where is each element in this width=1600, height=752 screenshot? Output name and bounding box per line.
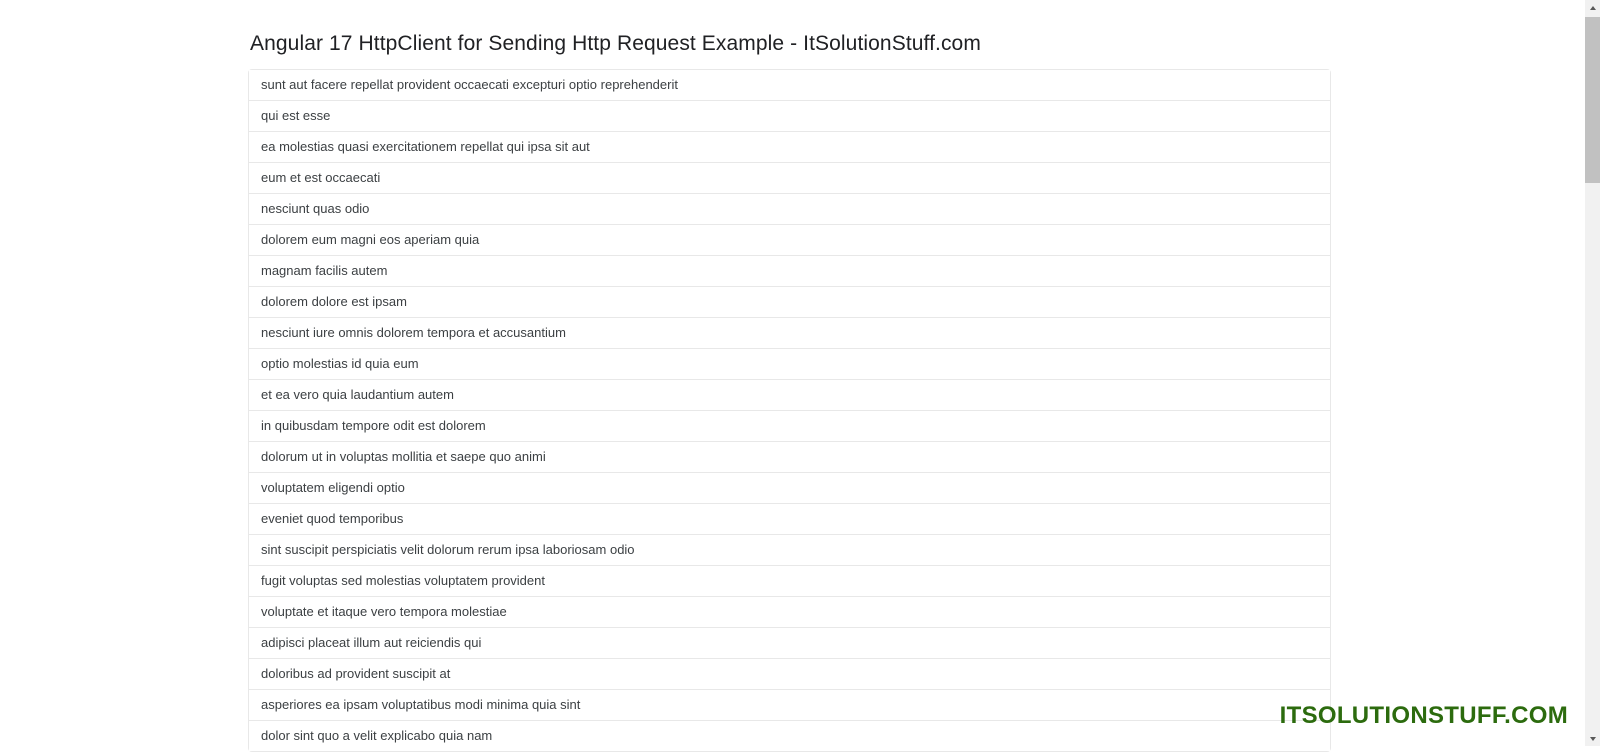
list-item: voluptatem eligendi optio bbox=[249, 472, 1330, 503]
list-item: qui est esse bbox=[249, 100, 1330, 131]
list-item: nesciunt quas odio bbox=[249, 193, 1330, 224]
scroll-down-button[interactable] bbox=[1585, 731, 1600, 746]
list-item: in quibusdam tempore odit est dolorem bbox=[249, 410, 1330, 441]
list-item: adipisci placeat illum aut reiciendis qui bbox=[249, 627, 1330, 658]
list-item: dolor sint quo a velit explicabo quia nam bbox=[249, 720, 1330, 751]
list-item: voluptate et itaque vero tempora molestiae bbox=[249, 596, 1330, 627]
list-item: et ea vero quia laudantium autem bbox=[249, 379, 1330, 410]
watermark: ITSOLUTIONSTUFF.COM bbox=[1279, 702, 1568, 729]
up-arrow-icon bbox=[1590, 6, 1596, 10]
list-item: sint suscipit perspiciatis velit dolorum rerum ipsa laboriosam odio bbox=[249, 534, 1330, 565]
list-item: dolorem dolore est ipsam bbox=[249, 286, 1330, 317]
list-item: asperiores ea ipsam voluptatibus modi minima quia sint bbox=[249, 689, 1330, 720]
list-item: sunt aut facere repellat provident occaecati excepturi optio reprehenderit bbox=[249, 70, 1330, 100]
scrollbar-thumb[interactable] bbox=[1585, 17, 1600, 183]
list-item: eum et est occaecati bbox=[249, 162, 1330, 193]
main-content bbox=[248, 0, 1331, 752]
page-title: Angular 17 HttpClient for Sending Http Request Example - ItSolutionStuff.com bbox=[250, 32, 981, 55]
list-item: nesciunt iure omnis dolorem tempora et accusantium bbox=[249, 317, 1330, 348]
list-item: dolorem eum magni eos aperiam quia bbox=[249, 224, 1330, 255]
list-item: magnam facilis autem bbox=[249, 255, 1330, 286]
list-item: ea molestias quasi exercitationem repellat qui ipsa sit aut bbox=[249, 131, 1330, 162]
list-item: doloribus ad provident suscipit at bbox=[249, 658, 1330, 689]
list-item: optio molestias id quia eum bbox=[249, 348, 1330, 379]
list-item: dolorum ut in voluptas mollitia et saepe quo animi bbox=[249, 441, 1330, 472]
list-item: eveniet quod temporibus bbox=[249, 503, 1330, 534]
posts-list bbox=[248, 69, 1331, 752]
list-item: fugit voluptas sed molestias voluptatem provident bbox=[249, 565, 1330, 596]
down-arrow-icon bbox=[1590, 737, 1596, 741]
scrollbar[interactable] bbox=[1585, 0, 1600, 746]
scroll-up-button[interactable] bbox=[1585, 0, 1600, 15]
